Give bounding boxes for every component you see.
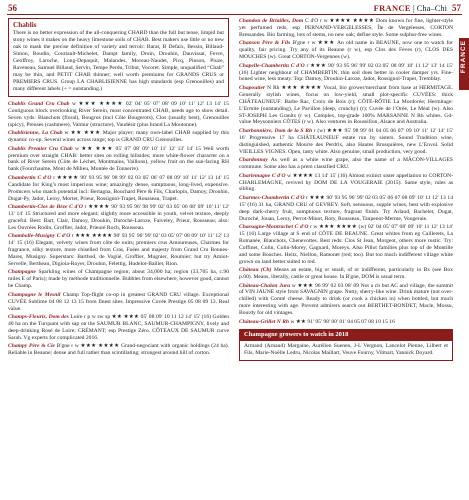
entry-name: Chablis Grand Cru Chab [8,101,70,107]
entry-name: Chablisienne, La Chab [8,130,63,137]
entry-name: Champagne [8,269,36,276]
entry-text: w ★★ 91' 95' 98' 00' 01' 04 05 07 08 10 15 16 [290,318,395,325]
entry-name: Champs-Fleuris, Dom des [8,314,69,321]
right-entries [239,18,453,326]
glossary-entry [8,204,229,232]
entry-name: Chablis Premier Cru Chab [8,145,73,152]
glossary-entry [239,157,453,171]
champagne-growers-text: Armand (Arnaud) Margaine, Aurélien Suenen, J-L Vergnon, Lancelot Pienne, Lilbert et Fils, Marie-Noëlle Ledru, Nicolas Maillart, Veuve Fourny, Vilmart, Yannick Doyard. [244,342,448,356]
entry-name: Chapelle-Chambertin C d'O [239,62,305,69]
entry-text: r (w) ★★★ 95' 98 99' 01 04 05 06 07' 09 10' 11' 12' 14' 15' 16' Progressive 17 ha CHÂTEAUNEUF estate run by sisters. Sound Tradition wine, distinguished, authentic Mourre des Perdrix, also Hautes Brusquières, new L’Envol. Solid VIEILLES VIGNES. Open, tasty white. Also genuine, small production, very good. [239,127,453,155]
entry-name: Chardonnay [239,157,268,164]
entry-name: Chanson Père & Fils [239,40,291,47]
entry-text: Means an estate, big or small, of or indifferent, particularly in Bx (see Box p.00). Means, literally, castle or great house. In B'gne, DOM is usual term. [239,267,453,281]
entry-text: w ★★ ★★★ 05' 07' 08' 09' 10' 11' 12' 13' 14' 15 Well worth premium over straight CHAB: better sites on rolling hillsides; more white-flower character on a bank of River Serein (Côte de Léchet, Montmains, Vaillons), yellow fruit on the sun-facing RH bank (Fourchaume, Mont de Milieu, Montée de Tonnerre). [8,145,229,173]
glossary-entry [239,195,453,223]
entry-text: C d'O r w ★★★★ ★★★★ Dom known for fine, lighter-style yet perfumed reds, esp PERNAND-VERGELESSES, Île de Vergelesses, CORTON Bressandes. Bio farming, lots of stems, no new oak; define style. Some sulphur-free wines. [239,18,453,38]
glossary-entry [8,233,229,268]
entry-text: Sparkling wines of Champagne region; about 34,000 ha; region (33,705 ha, c.90 miles E of Paris); made by méthode traditionnelle. Bubbles from elsewhere, however good, cannot be Champ. [8,269,229,290]
entry-text: r ★★★ 90' 93 95 96' 99' 02 03 05' 08 09' 10' 11 12' 13' 14 15' (16) Lighter neighbour of CHAMBERTIN, thin soil does better in cooler damper yrs. Fine-boned wine, less meaty. Top: Damoy, Drouhin-Laroze, Jadot, Rossignol-Trapet, Tremblay. [239,62,453,83]
page-number-left: 56 [8,3,17,13]
entry-text: w ★★★★ 13 14' 15' (16) Almost extinct sister appellation to CORTON-CHARLEMAGNE, revived by DOM DE LA VOUGERAIE (2015). Same style, rules as sibling. [239,172,453,193]
chablis-box-text: There is no better expression of the all-conquering CHARD than the full but tense, limpid but stony wines it makes on the heavy limestone soils of CHAB. Best makers use little or no new oak to mask the precise definition of variety and terroir: Barat, B Defaix, Bessin, Billaud-Simon, Boudin, Courtault-Michelet, Dampt family, Droin, Drouhin, Dauvissat, Fevre, Geoffroy, Laroche, Long-Depaquit, Malandes, Moreau-Naudet, Picq, Pinson, Piuze, Raveneau, Samuel Billaud, Servin, Tempe Perdu, Tribut, Vocoret. Simple, unqualified “Chab” may be thin, and PETIT CHAB thinner; well worth premiums for GRANDS CRUS or PREMIERS CRUS. Group LA CHABLISIENNE has high standards (esp Grenouilles) and many different labels (+ = outstanding.) [13,30,224,92]
entry-name: Champy Père & Cie [8,343,56,350]
glossary-entry [8,292,229,313]
entry-name: Chapoutier [239,84,266,91]
entry-name: Château (Ch) [239,267,272,274]
glossary-entry [239,40,453,61]
entry-name: Charlemagne C d'O [239,172,286,179]
entry-name: Charmes-Chambertin C d'O [239,194,305,201]
left-entries [8,101,229,357]
entry-text: As well as a white wine grape, also the name of a MÂCON-VILLAGES commune. Some also has a prem classified CRU. [239,157,453,171]
glossary-entry [8,343,229,357]
entry-text: w ★★ ★★★ Major player; many own-label CHAB supplied by this dynamic co-op. Several wines across range; top is GRAND CRU Grenouilles. [8,130,229,144]
glossary-entry [239,267,453,281]
glossary-entry [239,63,453,84]
running-head-region: Cha–Chi [416,3,447,13]
champagne-growers-title: Champagne growers to watch in 2018 [240,330,452,341]
entry-name: Charbonnière, Dom de la S Rh [239,127,313,134]
champagne-growers-box [239,329,453,361]
entry-name: Champagne le Mesnil [8,291,61,298]
chablis-box-title: Chablis [13,21,37,29]
glossary-entry [239,173,453,194]
entry-text: B'gne r w ★★★ An old name in BEAUNE, now one to watch for quality, fair pricing. Try any of its Beaune (r w), esp Clos des Fèves (r), CLOS DES MOUCHES (w). Great CORTON-Vergennes (w). [239,40,453,61]
entry-name: Château-Grillet N Rh [239,318,290,325]
thumb-tab-label: FRANCE [460,40,467,74]
entry-name: Chandon de Briailles, Dom [239,18,304,24]
entry-text: Champ Top-flight co-op in greatest GRAND CRU village. Exceptional CUVÉE Sublime 04 08 12 13 15 from finest sites. Impressive Cuvée Prestige 05 08 09 13. Real value. [8,291,229,312]
entry-name: Chambolle-Musigny C d'O [8,233,71,240]
entry-text: Loire r p w sw sp ★★ ★★★ 05' 08 09' 10 11 12 14' 15' (16) Golden 40 ha on the Turquant with sap on the SAUMUR BLANC, SAUMUR-CHAMPIGNY, lively and deep-drinking Rosé de Loire; CRÉMANT; esp Prestige Zéro. CÔTEAUX DE SAUMUR curve Sarah. Vg experts for complicated 2016. [8,314,229,341]
right-column [239,18,453,494]
entry-name: Chambertin C d'O [8,174,52,181]
running-head-separator: | [412,3,417,13]
entry-text: N Rh ★★★ ★★★★ Vocal, bio grower/merchant from base at HERMITAGE. Generally stylish wines, focus on low-yield, small plot-specific CUVÉES: thick CHÂTEAUNEUF: Barbe Rac, Croix de Bois (r); CÔTE-RÔTIE La Mordorée; Hermitage: L’Ermite (outstanding), Le Pavillon (deep, crunchy) (r); Cuvée de l’Orée, Le Méal (w). Also ST-JOSEPH Les Granits (r w). Complex, top-grade 100% MARSANNE N Rh whites. Gd-value Meysonniers CÔTES (r w). Also ventures in Roussillon, Alsace and Australia. [239,84,453,126]
glossary-entry [239,224,453,265]
entry-text: r ★★★★ 90' 93 95 96' 98 99' 02 03 05' 06' 07 08 09' 10' 11' 12' 13 14' 15 Candidate for King’s most imperious wine; amazingly dense, sumptuous, long-lived, expensive. Producers who match potential incl: Bertagna, Bouchard Père & Fils, Charlopin, Damoy, Drouhin, Dugat-Py, Jadot, Leroy, Mortet, Prieur, Rossignol-Trapet, Rousseau, Trapet. [8,174,229,202]
glossary-entry [239,319,453,326]
header-rule [7,14,462,15]
glossary-entry [8,101,229,129]
entry-text: r w ★★★ ★★★★ (w) 02' 04 05' 07' 08' 09' 10' 11 12' 13 14' 15 (16) Large village at S end of CÔTE DE BEAUNE. Great whites from eg Caillerets, La Romanée, Blanchots, Chenevottes. Best reds: Clos St Jean, Morgeot, others more rustic. Try: Coffinet, Colin, Colin-Morey, Gagnard, Moreys. Also Pillot families plus top of de Montille and some Bouches. Heitz, Niellon, Ramonet (red; too). But too much indifferent village white grown on land better suited to red. [239,224,453,265]
entry-name: Château-Chalon Jura [239,282,291,289]
glossary-entry [8,269,229,290]
glossary-entry [8,175,229,203]
entry-text: w ★★★ 96 99' 02 03 08' 09 Not a ch but AC and village, the summit of VIN JAUNE style from SAVAGNIN grape. Nutty, sherry-like wine. Drink mature (not over-chilled) with Comté cheese. Ready to drink (or cook a chicken in) when bottled, but much more interesting with age. Prevent admirers search out BERTHET-BONDET, Macle, Mossu, Bourdy for old vintages. [239,282,453,317]
glossary-entry [8,314,229,342]
entry-text: r ★★★ 90' 93 95 96' 99' 02 03 05' 06 07 08 09' 10' 11 12' 13 14 15' (16) 31 ha, GRAND CRU of GEVREY. Soft, sensuous, supple wines, best with explosive deep dark-cherry fruit, sumptuous texture, fragrant finish. Try Arlaud, Bachelet, Dugat, Duroché, Jouan, Leroy, Perrot-Minot, Roty, Rousseau, Taupenot-Merme, Vougeraie. [239,194,453,222]
entry-text: w ★★★ ★★★★ 02' 04' 05' 07' 08' 09 10' 11' 12' 13 14' 15 Contiguous block overlooking River Serein, most concentrated CHAB, needs age to show detail. Seven vyds: Blanchots (floral), Bougros (incl Côte Bougerots), Clos (usually best), Grenouilles (spicy), Preuses (cashmere), Valmur (structure), Vaudésir (plus brand La Moutonne). [8,101,229,128]
entry-name: Chambertin-Clos de Bèze C d'O [8,204,83,211]
glossary-entry [8,130,229,144]
glossary-entry [239,85,453,126]
entry-text: r ★★★★ 90' 93 95 96' 98 99' 02' 03 05' 06 08' 09' 10' 11' 12' 13' 14' 15 Structured and more elegant; slightly more accessible in youth, velvet texture, deeply graceful. Best: Bart, Clair, Damoy, Drouhin, Duroché-Laroze, Faiveley, Prieur, Rousseau; also: Les Ouvrées Rodin, Groffier, Jadot, Prieuré Roch, Rousseau. [8,204,229,231]
entry-name: Chassagne-Montrachet C d'O [239,224,309,231]
page-number-right: 57 [452,3,461,13]
running-head [374,3,447,13]
thumb-tab [459,38,469,90]
glossary-entry [239,128,453,156]
glossary-entry [239,283,453,318]
left-column [8,18,229,494]
chablis-box [8,18,229,97]
entry-text: B'gne r w ★★★ ★★★★ Grand-negociant with organic holdings (24 ha). Reliable in Beaune; dense and full rather than scintillating; strongest around hill of corton. [8,343,229,357]
entry-text: r ★★★ ★★★★ 90' 93 95' 96' 99' 02' 03 05' 07' 08 09' 10' 11' 12' 13 14' 15 (16) Elegant, velvety wines from côte de nuits; premiers crus Amoureuses, Charmes for fragrance, silky texture, more chiselled from Cras, Fuées and majesty from Grand Cru Bonnes-Mares, Musigny. Superstars: Barthod, de Vogüé, Groffier, Mugnier, Roumier; but try Amiot-Servelle, Bertheau, Digioia-Royer, Drouhin, Felettig, Hudelot-Baillet, Rion. [8,233,229,267]
running-head-country: FRANCE [373,3,411,13]
glossary-entry [8,146,229,174]
glossary-entry [239,18,453,39]
